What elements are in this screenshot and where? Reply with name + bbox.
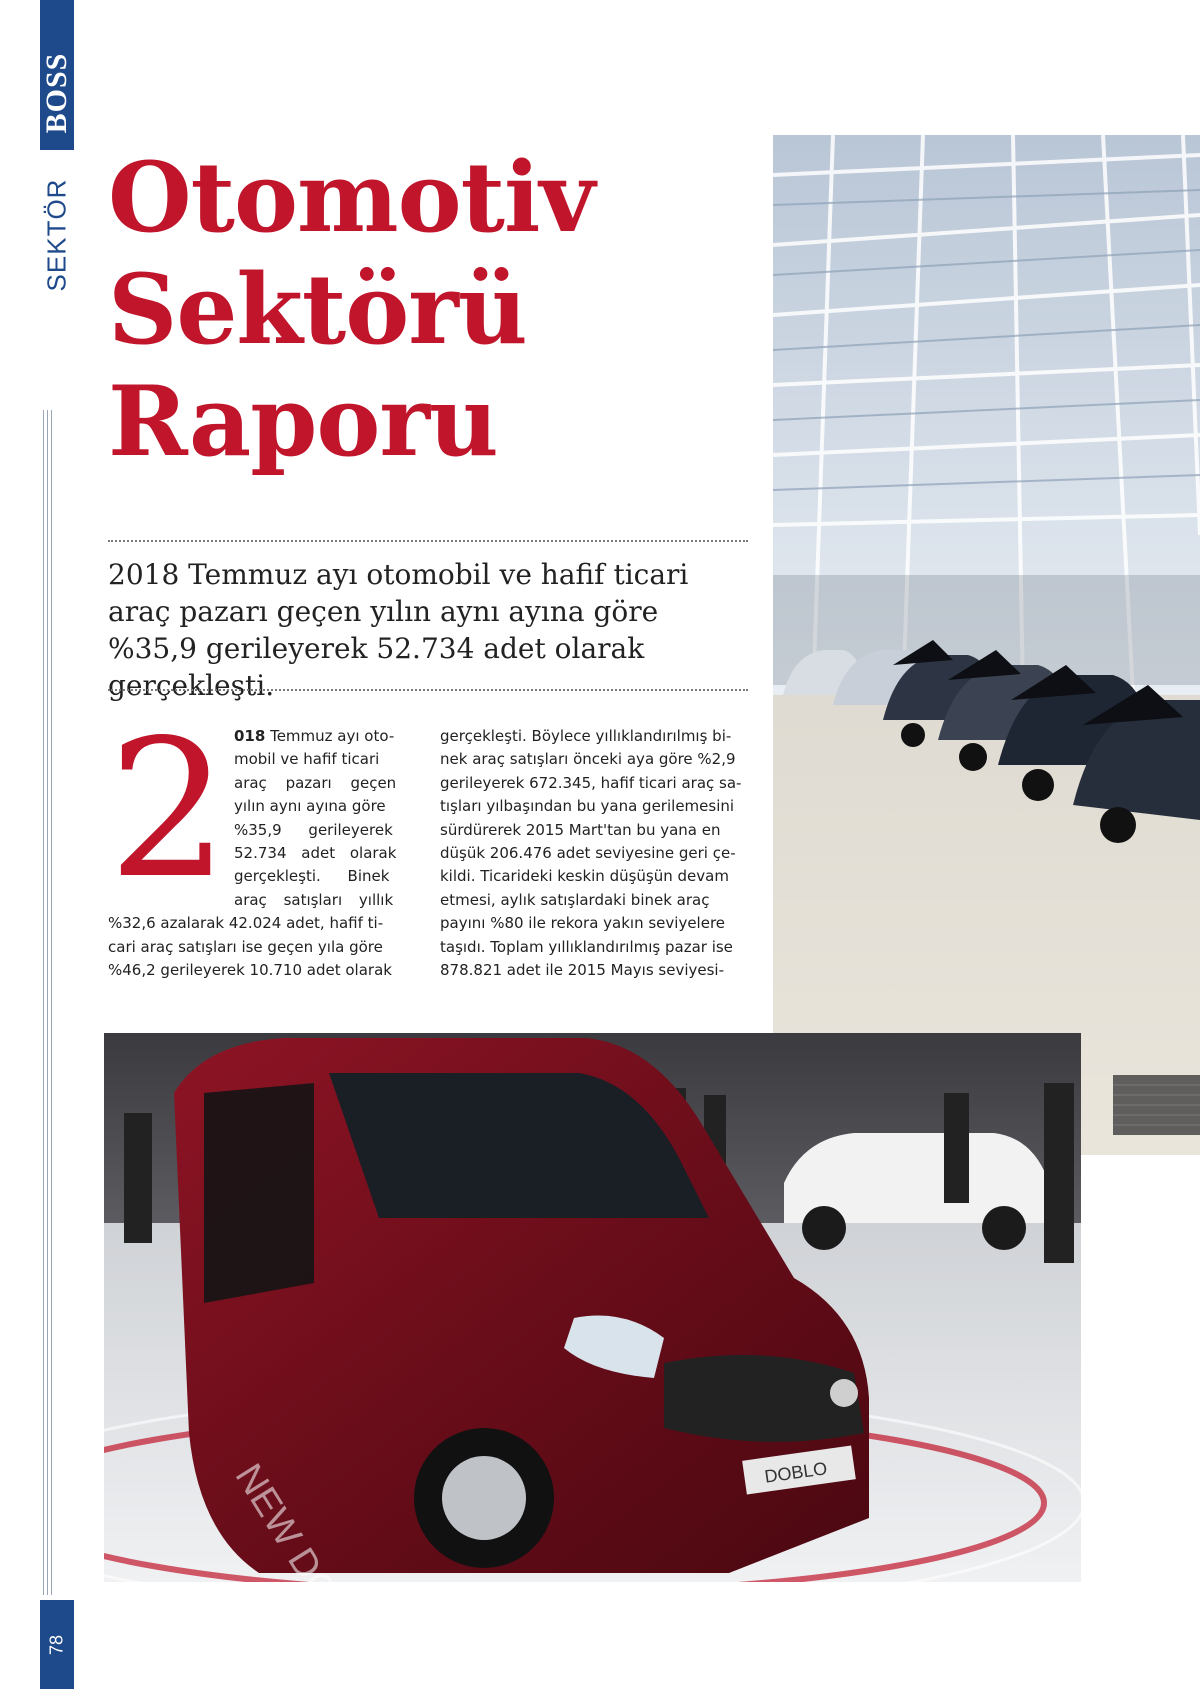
body-line: mobil ve hafif ticari (234, 750, 380, 769)
body-line: 878.821 adet ile 2015 Mayıs seviyesi- (440, 960, 725, 979)
body-line: cari araç satışları ise geçen yıla göre (108, 937, 383, 956)
body-line: gerileyerek 672.345, hafif ticari araç sa- (440, 773, 742, 792)
page-number: 78 (40, 1600, 74, 1689)
showroom-doblo-photo (104, 1033, 1081, 1582)
body-column-right (440, 725, 748, 982)
body-line: %46,2 gerileyerek 10.710 adet olarak (108, 960, 392, 979)
body-column-left (108, 699, 416, 982)
decorative-rail (47, 410, 48, 1595)
body-line: taşıdı. Toplam yıllıklandırılmış pazar ise (440, 937, 733, 956)
article-lead: 2018 Temmuz ayı otomobil ve hafif ticari araç pazarı geçen yılın aynı ayına göre %35,9 gerileyerek 52.734 adet olarak gerçekleşti. (108, 558, 689, 702)
body-line: 52.734 adet olarak (234, 843, 397, 862)
drop-cap: 2 (108, 699, 229, 920)
title-line: Otomotiv (108, 141, 595, 254)
dotted-divider (108, 689, 748, 691)
body-line: nek araç satışları önceki aya göre %2,9 (440, 750, 736, 769)
body-line: %32,6 azalarak 42.024 adet, hafif ti- (108, 914, 384, 933)
body-line: araç satışları yıllık (234, 890, 394, 909)
body-line-first: 018 Temmuz ayı oto- (234, 727, 395, 745)
title-line: Sektörü (108, 253, 527, 366)
body-lead-number: 018 (234, 727, 266, 745)
dotted-divider (108, 540, 748, 542)
body-line: gerçekleşti. Böylece yıllıklandırılmış bi- (440, 727, 732, 745)
article-title (108, 142, 748, 478)
body-line: düşük 206.476 adet seviyesine geri çe- (440, 843, 736, 862)
body-line: gerçekleşti. Binek (234, 867, 390, 886)
body-line: tışları yılbaşından bu yana gerilemesini (440, 797, 735, 816)
body-line: payını %80 ile rekora yakın seviyelere (440, 914, 726, 933)
brand-label-sektor: SEKTÖR (41, 178, 72, 292)
body-line: sürdürerek 2015 Mart'tan bu yana en (440, 820, 721, 839)
body-line: yılın aynı ayına göre (234, 797, 386, 816)
decorative-rail (43, 410, 44, 1595)
title-line: Raporu (108, 365, 498, 478)
factory-assembly-line-photo (773, 135, 1200, 1155)
body-line: etmesi, aylık satışlardaki binek araç (440, 890, 710, 909)
body-line: araç pazarı geçen (234, 773, 397, 792)
factory-illustration (773, 135, 1200, 1155)
body-line: kildi. Ticarideki keskin düşüşün devam (440, 867, 729, 886)
masthead (0, 0, 74, 1689)
brand-logo-boss: BOSS (40, 38, 74, 148)
license-plate: DOBLO (763, 1458, 829, 1487)
body-line: %35,9 gerileyerek (234, 820, 393, 839)
decorative-rail (51, 410, 52, 1595)
showroom-illustration (104, 1033, 1081, 1582)
